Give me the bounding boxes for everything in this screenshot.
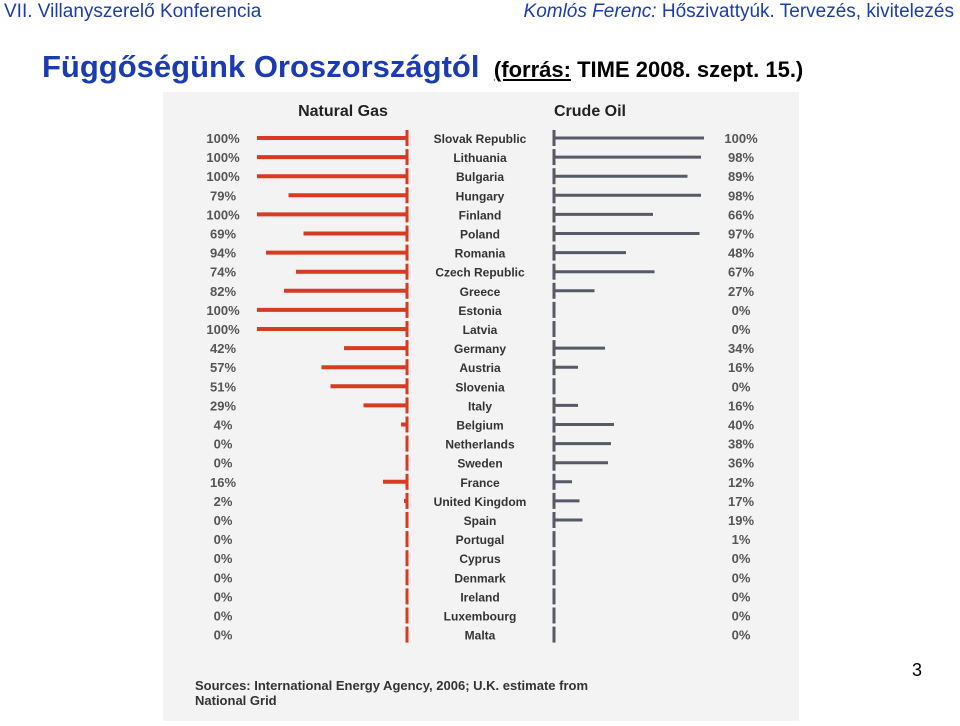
country-label: United Kingdom xyxy=(433,494,527,509)
oil-value-label: 40% xyxy=(727,417,755,433)
oil-value-label: 0% xyxy=(731,627,751,643)
country-label: Latvia xyxy=(462,323,498,337)
page-number: 3 xyxy=(911,660,922,680)
gas-value-label: 4% xyxy=(213,417,233,433)
country-label: Italy xyxy=(467,399,493,414)
gas-value-label: 0% xyxy=(213,570,233,586)
source-citation xyxy=(494,57,803,82)
author-name: Komlós Ferenc: xyxy=(523,1,657,22)
gas-value-label: 100% xyxy=(206,322,240,337)
gas-value-label: 100% xyxy=(206,150,240,166)
oil-value-label: 98% xyxy=(727,188,755,204)
oil-value-label: 97% xyxy=(727,226,755,242)
gas-value-label: 42% xyxy=(209,341,237,357)
country-label: Malta xyxy=(464,628,496,643)
source-note-2: National Grid xyxy=(195,693,277,708)
slide-title: Függőségünk Oroszországtól xyxy=(42,49,480,84)
oil-value-label: 0% xyxy=(731,322,751,337)
gas-value-label: 79% xyxy=(209,188,237,204)
country-label: Hungary xyxy=(455,189,505,204)
oil-value-label: 0% xyxy=(731,570,751,586)
oil-value-label: 67% xyxy=(727,264,755,280)
oil-value-label: 38% xyxy=(727,436,755,452)
slide-title-row xyxy=(42,49,803,85)
country-label: Luxembourg xyxy=(443,609,517,624)
oil-value-label: 19% xyxy=(727,513,755,528)
oil-value-label: 17% xyxy=(727,493,755,509)
oil-value-label: 27% xyxy=(727,283,755,299)
gas-value-label: 94% xyxy=(209,245,237,261)
gas-value-label: 100% xyxy=(206,169,240,185)
country-label: Sweden xyxy=(457,456,503,471)
oil-value-label: 100% xyxy=(724,131,758,146)
country-label: Greece xyxy=(459,284,501,299)
gas-value-label: 69% xyxy=(209,226,237,242)
country-label: Austria xyxy=(459,361,501,376)
gas-value-label: 29% xyxy=(209,398,237,414)
country-label: Poland xyxy=(459,227,501,242)
country-label: Ireland xyxy=(460,590,500,605)
gas-value-label: 0% xyxy=(213,627,233,643)
country-label: Lithuania xyxy=(453,151,507,166)
chart-panel xyxy=(163,92,799,721)
gas-value-label: 0% xyxy=(213,455,233,471)
header-topic xyxy=(524,1,954,23)
gas-value-label: 2% xyxy=(213,493,233,509)
gas-value-label: 0% xyxy=(213,551,233,567)
gas-value-label: 0% xyxy=(213,589,233,605)
country-label: Portugal xyxy=(455,533,505,548)
oil-value-label: 66% xyxy=(727,207,755,223)
country-label: Belgium xyxy=(456,418,504,433)
gas-value-label: 82% xyxy=(209,283,237,299)
gas-value-label: 0% xyxy=(213,436,233,452)
country-label: Czech Republic xyxy=(435,265,525,280)
country-label: Romania xyxy=(454,246,506,261)
gas-heading: Natural Gas xyxy=(298,103,388,120)
oil-value-label: 36% xyxy=(727,455,755,471)
country-label: Netherlands xyxy=(445,437,515,452)
oil-value-label: 12% xyxy=(727,474,755,490)
oil-value-label: 0% xyxy=(731,608,751,624)
oil-value-label: 0% xyxy=(731,551,751,567)
country-label: Slovenia xyxy=(455,380,505,395)
country-label: Slovak Republic xyxy=(433,132,527,146)
topic-title: Hőszivattyúk. Tervezés, kivitelezés xyxy=(661,1,954,22)
conference-title: VII. Villanyszerelő Konferencia xyxy=(4,1,262,22)
oil-value-label: 0% xyxy=(731,379,751,395)
country-label: Germany xyxy=(453,342,507,357)
gas-value-label: 0% xyxy=(213,532,233,548)
source-text: TIME 2008. szept. 15.) xyxy=(577,57,804,82)
gas-value-label: 100% xyxy=(206,302,240,318)
country-label: Denmark xyxy=(454,571,506,586)
country-label: Finland xyxy=(458,208,502,223)
gas-value-label: 100% xyxy=(206,131,240,146)
country-label: Cyprus xyxy=(459,552,501,567)
oil-value-label: 89% xyxy=(727,169,755,185)
gas-value-label: 51% xyxy=(209,379,237,395)
dependency-chart xyxy=(163,92,799,721)
gas-value-label: 74% xyxy=(209,264,237,280)
oil-heading: Crude Oil xyxy=(553,103,627,120)
country-label: Estonia xyxy=(458,303,502,318)
source-label: (forrás: xyxy=(493,57,571,82)
source-note-1: Sources: International Energy Agency, 2006; U.K. estimate from xyxy=(195,678,589,693)
oil-value-label: 16% xyxy=(727,398,755,414)
gas-value-label: 100% xyxy=(206,207,240,223)
country-label: France xyxy=(460,475,500,490)
country-label: Bulgaria xyxy=(455,170,505,185)
oil-value-label: 48% xyxy=(727,245,755,261)
oil-value-label: 0% xyxy=(731,589,751,605)
oil-value-label: 98% xyxy=(727,150,755,166)
oil-value-label: 1% xyxy=(731,532,751,548)
country-label: Spain xyxy=(463,514,497,528)
oil-value-label: 16% xyxy=(727,360,755,376)
gas-value-label: 16% xyxy=(209,474,237,490)
oil-value-label: 0% xyxy=(731,302,751,318)
gas-value-label: 0% xyxy=(213,608,233,624)
oil-value-label: 34% xyxy=(727,341,755,357)
gas-value-label: 57% xyxy=(209,360,237,376)
gas-value-label: 0% xyxy=(213,513,233,528)
